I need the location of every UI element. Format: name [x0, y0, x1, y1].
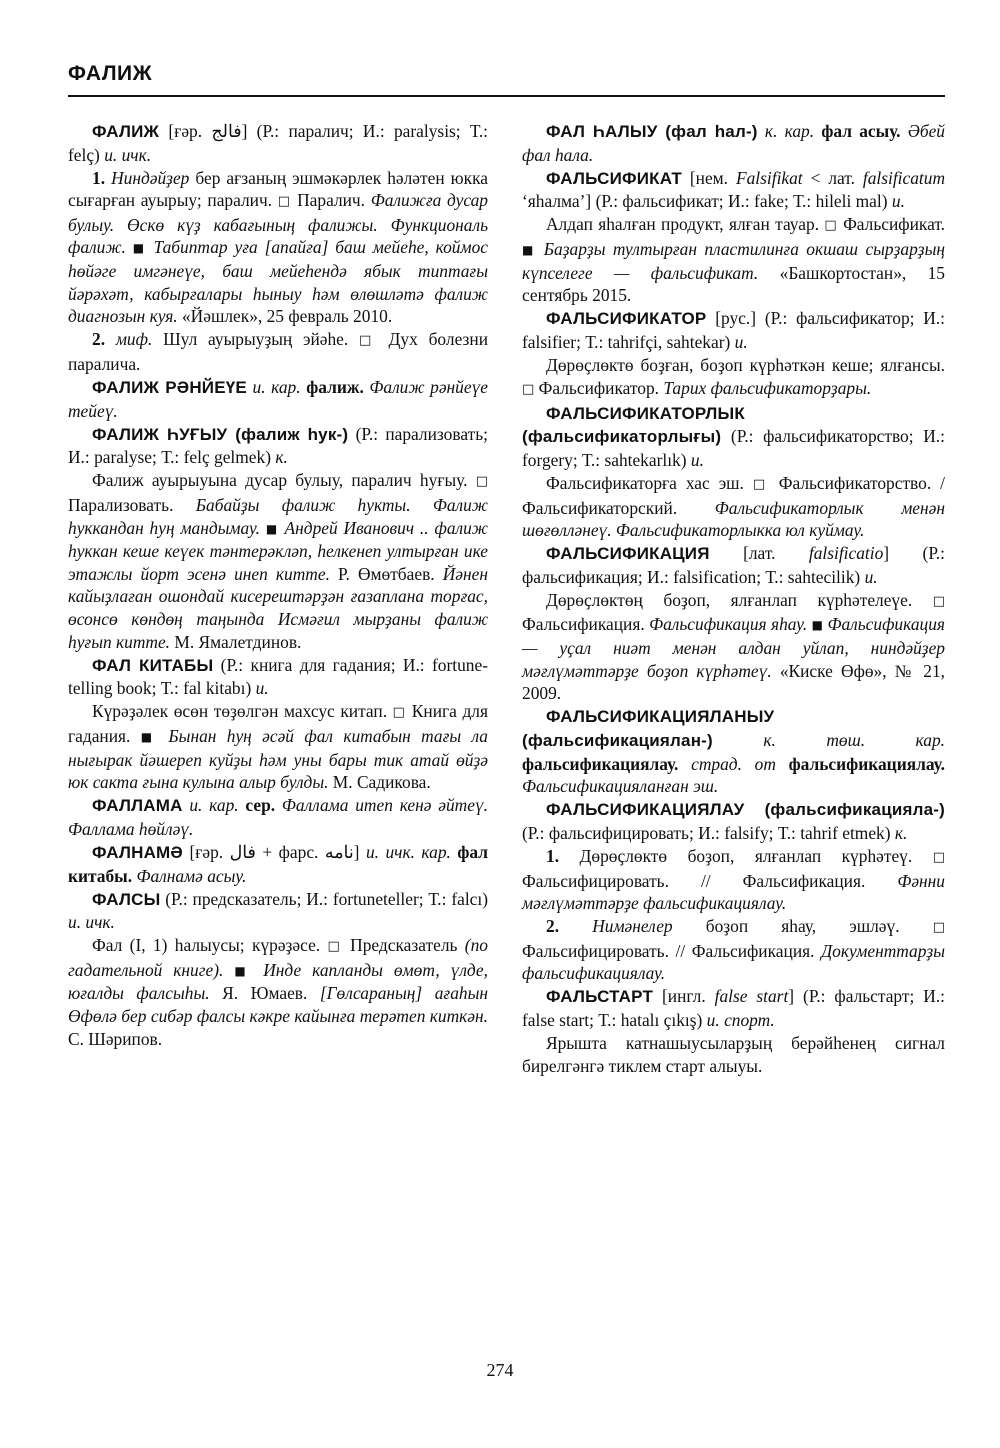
sense-2: 2. миф. Шул ауырыуҙың эйәһе. □ Дух болезни паралича. — [68, 329, 488, 374]
definition: Алдап яһалған продукт, ялған тауар. □ Фальсификат. ■ Баҙарҙы тултырған пластилинға окшаш сырҙарҙың күпселеге — фальсификат. «Башкортостан», 15 сентябрь 2015. — [522, 214, 945, 306]
black-square-icon: ■ — [522, 242, 537, 257]
entry-falsifikator: ФАЛЬСИФИКАТОР [рус.] (Р.: фальсификатор; И.: falsifier; Т.: tahrifçi, sahtekar) и. — [522, 308, 945, 352]
arabic-etymon: فالج — [211, 121, 242, 141]
headword: ФАЛЬСИФИКАТОРЛЫК (фальсификаторлығы) — [522, 403, 745, 447]
headword: ФАЛЬСТАРТ — [546, 987, 654, 1007]
headword: ФАЛЬСИФИКАЦИЯ — [546, 544, 710, 564]
square-marker-icon: □ — [932, 849, 946, 865]
entry-falsifikatsiya: ФАЛЬСИФИКАЦИЯ [лат. falsificatio] (Р.: фальсификация; И.: falsification; Т.: sahtecilik) и. — [522, 543, 945, 587]
persian-etymon: نامه — [324, 841, 354, 862]
headword: ФАЛИЖ РӘНЙЕҮЕ — [92, 378, 247, 398]
black-square-icon: ■ — [132, 241, 147, 256]
definition: Фалиж ауырыуына дусар булыу, паралич һуғыу. □ Парализовать. Бабайҙы фалиж һукты. Фалиж һуккандан һуң мандымау. ■ Андрей Иванович .. фалиж һуккан кеше кеүек тәнтерәкләп, һелкенеп ултырған ике этажлы йорт эсенә инеп китте. Р. Өмөтбаев. Йәнен кайыҙлаған ошондай кисерештәрҙән ғазаплана торғас, өсонсө көндөң таңында Исмәғил мырҙаны фалиж һуғып китте. М. Ямалетдинов. — [68, 470, 488, 652]
entry-falij-ranyeue: ФАЛИЖ РӘНЙЕҮЕ и. кар. фалиж. Фалиж рәнйеүе тейеү. — [68, 377, 488, 421]
sense-1: 1. Ниндәйҙер бер ағзаның эшмәкәрлек һәләтен юкка сығарған ауырыу; паралич. □ Паралич. Фалижға дусар булыу. Өскө күҙ кабағының фалижы. Функциональ фалиж. ■ Табиптар уға [апайға] баш мейеһе, коймос һөйәге имгәнеүе, баш мейеһендә ябык типтағы йәрәхәт, кабырғалары һыныу һәм өлөшләтә фалиж диагнозын куя. «Йәшлек», 25 февраль 2010. — [68, 167, 489, 327]
headword: ФАЛЬСИФИКАЦИЯЛАУ (фальсификацияла-) — [546, 800, 945, 820]
square-marker-icon: □ — [277, 194, 292, 210]
entry-falsifikat: ФАЛЬСИФИКАТ [нем. Falsifikat < лат. falsificatum ‘яһалма’] (Р.: фальсификат; И.: fake; Т.: hileli mal) и. — [522, 167, 945, 212]
headword: ФАЛИЖ ҺУҒЫУ (фалиж һук-) — [92, 424, 349, 444]
entry-falij-hugyu: ФАЛИЖ ҺУҒЫУ (фалиж һук-) (Р.: парализовать; И.: paralyse; Т.: felç gelmek) к. — [68, 423, 488, 468]
headword: ФАЛНАМӘ — [92, 842, 183, 862]
square-marker-icon: □ — [392, 705, 407, 721]
definition: Дөрөҫлөктөң боҙоп, ялғанлап күрһәтелеүе. □ Фальсификация. Фальсификация яһау. ■ Фальсификация — уҫал ниәт менән алдан уйлап, ниндәйҙер мәғлүмәттәрҙе боҙоп күрһәтеү. «Киске Өфө», № 21, 2009. — [522, 589, 945, 704]
sense-2: 2. Нимәнелер боҙоп яһау, эшләү. □ Фальсифицировать. // Фальсификация. Документтарҙы фальсификациялау. — [522, 916, 946, 984]
entry-falsifikatorlyk: ФАЛЬСИФИКАТОРЛЫК (фальсификаторлығы) (Р.: фальсификаторство; И.: forgery; Т.: sahtekarlık) и. — [522, 403, 945, 470]
left-column — [68, 120, 488, 1051]
black-square-icon: ■ — [140, 729, 159, 744]
definition: Фал (I, 1) һалыусы; күрәҙәсе. □ Предсказатель (по гадательной книге). ■ Инде капланды өмөт, үлде, юғалды фалсыһы. Я. Юмаев. [Гөлсараның] ағаһын Өфөлә бер сибәр фалсы кәкре кайынға терәтеп киткән. С. Шәрипов. — [68, 935, 489, 1049]
definition: Күрәҙәлек өсөн төҙөлгән махсус китап. □ Книга для гадания. ■ Бынан һуң әсәй фал китабын тағы ла нығырак йәшереп куйҙы һәм уны бары тик атай өйҙә юк сакта ғына кулына алыр булды. М. Садикова. — [68, 701, 488, 793]
headword: ФАЛСЫ — [92, 889, 161, 909]
arabic-etymon: فال — [229, 841, 256, 862]
entry-falnama: ФАЛНАМӘ [ғәр. فال + фарс. نامه] и. ичк. кар. фал китабы. Фалнамә асыу. — [68, 841, 488, 886]
headword: ФАЛЛАМА — [92, 796, 183, 816]
headword: ФАЛ КИТАБЫ — [92, 655, 214, 675]
entry-fallama: ФАЛЛАМА и. кар. сер. Фаллама итеп кенә әйтеү. Фаллама һөйләү. — [68, 795, 488, 839]
square-marker-icon: □ — [752, 476, 770, 492]
square-marker-icon: □ — [327, 939, 343, 955]
entry-falsifikatsiyalau: ФАЛЬСИФИКАЦИЯЛАУ (фальсификацияла-) (Р.: фальсифицировать; И.: falsify; Т.: tahrif etmek) к. — [522, 800, 945, 843]
definition: Дөрөҫлөктө боҙған, боҙоп күрһәткән кеше; ялғансы. □ Фальсификатор. Тарих фальсификаторҙары. — [522, 354, 945, 398]
sense-1: 1. Дөрөҫлөктө боҙоп, ялғанлап күрһәтеү. □ Фальсифицировать. // Фальсификация. Фәнни мәғлүмәттәрҙе фальсификациялау. — [522, 845, 946, 914]
headword: ФАЛЬСИФИКАТ — [546, 168, 682, 188]
black-square-icon: ■ — [811, 618, 824, 633]
black-square-icon: ■ — [265, 521, 279, 536]
black-square-icon: ■ — [234, 963, 253, 978]
definition: Фальсификаторға хас эш. □ Фальсификаторство. / Фальсификаторский. Фальсификаторлык менән шөғөлләнеү. Фальсификаторлыкка юл куймау. — [522, 472, 945, 541]
right-column — [522, 120, 945, 1078]
headword: ФАЛЬСИФИКАЦИЯЛАНЫУ (фальсификациялан-) — [522, 707, 775, 750]
entry-falij: ФАЛИЖ [ғәр. فالج] (Р.: паралич; И.: paralysis; Т.: felç) и. ичк. — [68, 121, 488, 165]
running-head: ФАЛИЖ — [68, 62, 153, 85]
entry-falstart: ФАЛЬСТАРТ [ингл. false start] (Р.: фальстарт; И.: false start; Т.: hatalı çıkış) и. спорт. — [522, 986, 945, 1031]
page-number: 274 — [486, 1360, 514, 1380]
square-marker-icon: □ — [475, 474, 488, 490]
headword: ФАЛЬСИФИКАТОР — [546, 309, 707, 329]
square-marker-icon: □ — [359, 333, 378, 349]
definition: Ярышта катнашыусыларҙың берәйһенең сигнал бирелгәнгә тиклем старт алыуы. — [522, 1033, 945, 1076]
entry-falsy: ФАЛСЫ (Р.: предсказатель; И.: fortuneteller; Т.: falcı) и. ичк. — [68, 888, 488, 933]
square-marker-icon: □ — [824, 218, 838, 234]
square-marker-icon: □ — [522, 381, 535, 397]
headword: ФАЛИЖ — [92, 122, 160, 141]
square-marker-icon: □ — [932, 920, 946, 936]
entry-fal-kitaby: ФАЛ КИТАБЫ (Р.: книга для гадания; И.: fortune-telling book; Т.: fal kitabı) и. — [68, 654, 488, 699]
headword: ФАЛ ҺАЛЫУ (фал һал-) — [546, 122, 758, 141]
entry-fal-halyu: ФАЛ ҺАЛЫУ (фал һал-) к. кар. фал асыу. Әбей фал һала. — [522, 121, 945, 165]
square-marker-icon: □ — [932, 593, 945, 609]
header-rule — [68, 95, 945, 97]
entry-falsifikatsiyalanyu: ФАЛЬСИФИКАЦИЯЛАНЫУ (фальсификациялан-) к. төш. кар. фальсификациялау. страд. от фальсификациялау. Фальсификацияланған эш. — [522, 707, 945, 797]
